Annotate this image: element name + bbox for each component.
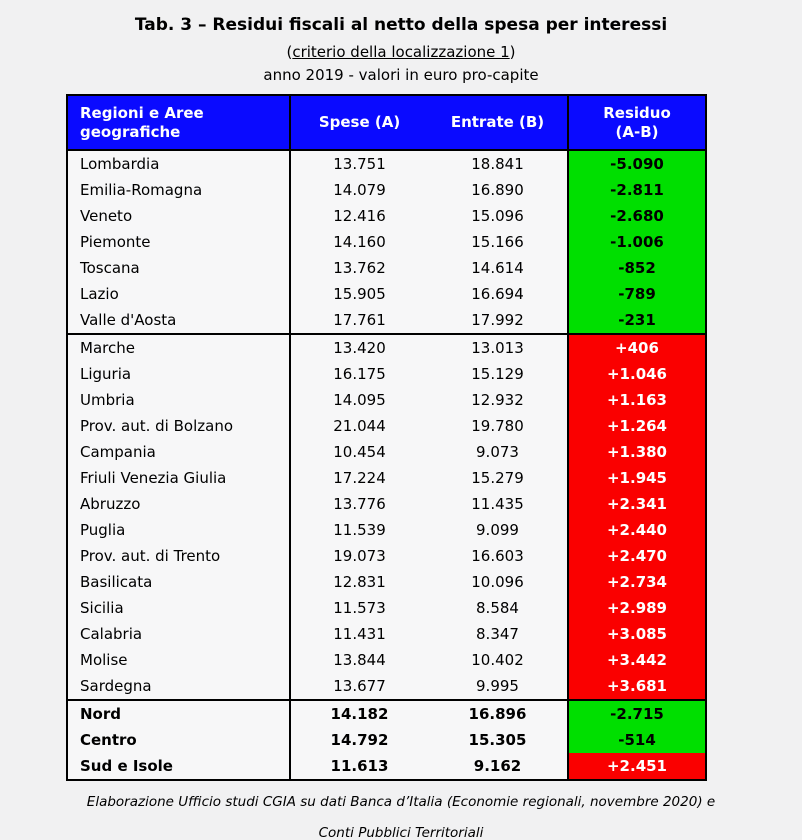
- cell-region: Liguria: [80, 365, 132, 383]
- cell-residuo: +2.451: [567, 753, 705, 779]
- table-group-3: [68, 699, 705, 779]
- cell-entrate: 10.402: [471, 651, 524, 669]
- cell-entrate: 8.584: [476, 599, 519, 617]
- cell-residuo: -2.811: [567, 177, 705, 203]
- cell-region: Campania: [80, 443, 156, 461]
- cell-residuo: -2.715: [567, 701, 705, 727]
- cell-spese: 17.761: [289, 307, 428, 333]
- cell-region: Veneto: [80, 207, 133, 225]
- table-row: [68, 439, 705, 465]
- cell-spese: 13.751: [289, 151, 428, 177]
- column-header-residuo: [567, 96, 705, 149]
- cell-entrate: 16.890: [471, 181, 524, 199]
- table-title: Tab. 3 – Residui fiscali al netto della spesa per interessi: [134, 15, 668, 35]
- cell-entrate: 10.096: [471, 573, 524, 591]
- cell-spese: 13.677: [289, 673, 428, 699]
- cell-entrate: 16.896: [468, 705, 527, 723]
- table-note: anno 2019 - valori in euro pro-capite: [263, 66, 539, 84]
- cell-residuo: +1.945: [567, 465, 705, 491]
- cell-entrate: 16.603: [471, 547, 524, 565]
- cell-spese: 13.762: [289, 255, 428, 281]
- table-row: [68, 727, 705, 753]
- cell-entrate: 18.841: [471, 155, 524, 173]
- table-subtitle: [0, 43, 802, 62]
- subtitle-underlined-text: criterio della localizzazione 1: [292, 43, 510, 61]
- subtitle-paren-open: (: [286, 43, 293, 61]
- cell-region: Basilicata: [80, 573, 153, 591]
- table-row: [68, 621, 705, 647]
- cell-region: Emilia-Romagna: [80, 181, 203, 199]
- table-row: [68, 203, 705, 229]
- cell-region: Friuli Venezia Giulia: [80, 469, 227, 487]
- cell-entrate: 15.279: [471, 469, 524, 487]
- cell-region: Sicilia: [80, 599, 124, 617]
- table-row: [68, 307, 705, 333]
- cell-spese: 16.175: [289, 361, 428, 387]
- cell-residuo: +3.681: [567, 673, 705, 699]
- cell-region: Piemonte: [80, 233, 151, 251]
- cell-region: Toscana: [80, 259, 140, 277]
- cell-spese: 11.613: [289, 753, 428, 779]
- cell-spese: 19.073: [289, 543, 428, 569]
- cell-entrate: 17.992: [471, 311, 524, 329]
- cell-entrate: 9.099: [476, 521, 519, 539]
- cell-residuo: +1.380: [567, 439, 705, 465]
- data-table: [66, 94, 707, 781]
- cell-residuo: +2.341: [567, 491, 705, 517]
- table-row: [68, 673, 705, 699]
- cell-residuo: +2.989: [567, 595, 705, 621]
- table-row: [68, 361, 705, 387]
- cell-residuo: -1.006: [567, 229, 705, 255]
- cell-spese: 13.420: [289, 335, 428, 361]
- column-header-residuo-line1: Residuo: [603, 103, 671, 122]
- cell-region: Nord: [80, 705, 121, 723]
- column-header-region: Regioni e Aree geografiche: [80, 103, 204, 141]
- cell-residuo: +2.470: [567, 543, 705, 569]
- table-row: [68, 335, 705, 361]
- table-row: [68, 647, 705, 673]
- cell-entrate: 8.347: [476, 625, 519, 643]
- table-row: [68, 229, 705, 255]
- column-header-spese: Spese (A): [289, 96, 428, 149]
- table-row: [68, 595, 705, 621]
- cell-residuo: +406: [567, 335, 705, 361]
- table-row: [68, 543, 705, 569]
- source-note-line2: Conti Pubblici Territoriali: [318, 825, 484, 840]
- cell-region: Molise: [80, 651, 128, 669]
- cell-entrate: 13.013: [471, 339, 524, 357]
- cell-region: Prov. aut. di Trento: [80, 547, 221, 565]
- table-row: [68, 177, 705, 203]
- subtitle-paren-close: ): [509, 43, 516, 61]
- cell-entrate: 9.073: [476, 443, 519, 461]
- cell-residuo: +1.163: [567, 387, 705, 413]
- table-group-2: [68, 333, 705, 699]
- cell-entrate: 15.096: [471, 207, 524, 225]
- cell-region: Sardegna: [80, 677, 152, 695]
- cell-entrate: 15.166: [471, 233, 524, 251]
- cell-spese: 14.079: [289, 177, 428, 203]
- cell-spese: 13.776: [289, 491, 428, 517]
- cell-spese: 17.224: [289, 465, 428, 491]
- cell-entrate: 9.162: [473, 757, 522, 775]
- cell-residuo: -5.090: [567, 151, 705, 177]
- cell-region: Sud e Isole: [80, 757, 173, 775]
- cell-residuo: -789: [567, 281, 705, 307]
- cell-spese: 10.454: [289, 439, 428, 465]
- table-row: [68, 281, 705, 307]
- table-row: [68, 753, 705, 779]
- cell-entrate: 15.129: [471, 365, 524, 383]
- table-row: [68, 465, 705, 491]
- cell-spese: 11.431: [289, 621, 428, 647]
- table-body: [68, 151, 705, 779]
- cell-spese: 12.416: [289, 203, 428, 229]
- table-row: [68, 151, 705, 177]
- cell-region: Centro: [80, 731, 137, 749]
- cell-region: Calabria: [80, 625, 143, 643]
- cell-spese: 12.831: [289, 569, 428, 595]
- cell-residuo: +2.734: [567, 569, 705, 595]
- source-note-line1: Elaborazione Ufficio studi CGIA su dati Banca d’Italia (Economie regionali, novembre 2020) e: [86, 794, 716, 810]
- table-row: [68, 413, 705, 439]
- table-row: [68, 569, 705, 595]
- column-header-residuo-line2: (A-B): [615, 122, 659, 141]
- cell-region: Lombardia: [80, 155, 160, 173]
- cell-spese: 14.182: [289, 701, 428, 727]
- cell-residuo: +1.046: [567, 361, 705, 387]
- cell-region: Lazio: [80, 285, 119, 303]
- cell-spese: 11.539: [289, 517, 428, 543]
- cell-residuo: -231: [567, 307, 705, 333]
- cell-region: Valle d'Aosta: [80, 311, 177, 329]
- cell-spese: 11.573: [289, 595, 428, 621]
- table-row: [68, 255, 705, 281]
- cell-spese: 14.160: [289, 229, 428, 255]
- cell-entrate: 12.932: [471, 391, 524, 409]
- cell-residuo: -514: [567, 727, 705, 753]
- cell-spese: 14.095: [289, 387, 428, 413]
- cell-entrate: 16.694: [471, 285, 524, 303]
- table-row: [68, 387, 705, 413]
- table-group-1: [68, 151, 705, 333]
- cell-entrate: 15.305: [468, 731, 527, 749]
- cell-residuo: +2.440: [567, 517, 705, 543]
- source-note: [0, 794, 802, 840]
- table-header-row: [68, 96, 705, 151]
- cell-entrate: 11.435: [471, 495, 524, 513]
- cell-entrate: 9.995: [476, 677, 519, 695]
- cell-entrate: 14.614: [471, 259, 524, 277]
- table-row: [68, 701, 705, 727]
- cell-residuo: +1.264: [567, 413, 705, 439]
- cell-residuo: -852: [567, 255, 705, 281]
- cell-spese: 21.044: [289, 413, 428, 439]
- cell-spese: 14.792: [289, 727, 428, 753]
- table-row: [68, 517, 705, 543]
- cell-region: Marche: [80, 339, 135, 357]
- cell-residuo: -2.680: [567, 203, 705, 229]
- cell-residuo: +3.085: [567, 621, 705, 647]
- cell-region: Abruzzo: [80, 495, 141, 513]
- cell-spese: 13.844: [289, 647, 428, 673]
- cell-residuo: +3.442: [567, 647, 705, 673]
- cell-region: Puglia: [80, 521, 126, 539]
- table-row: [68, 491, 705, 517]
- cell-spese: 15.905: [289, 281, 428, 307]
- cell-region: Umbria: [80, 391, 135, 409]
- cell-entrate: 19.780: [471, 417, 524, 435]
- column-header-entrate: Entrate (B): [450, 113, 545, 131]
- cell-region: Prov. aut. di Bolzano: [80, 417, 234, 435]
